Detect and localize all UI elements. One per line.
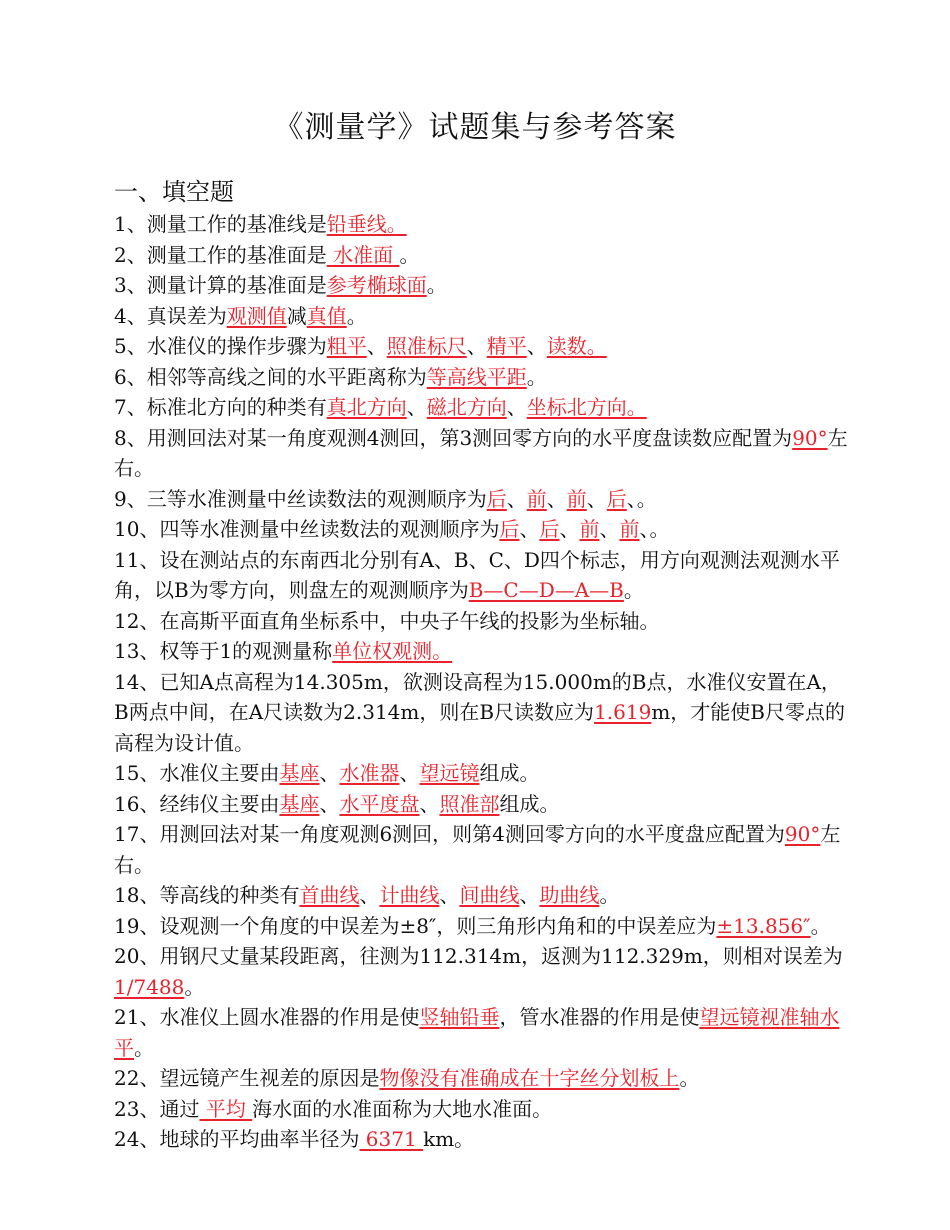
question-item: [114, 545, 854, 606]
answer-text: 首曲线: [299, 883, 360, 907]
question-text: 。: [134, 1035, 154, 1060]
question-item: [114, 423, 854, 484]
answer-text: 读数。: [546, 334, 607, 358]
question-text: 。: [399, 242, 420, 267]
answer-text: 物像没有准确成在十字丝分划板上: [379, 1066, 680, 1090]
question-text: 1、测量工作的基准线是: [114, 212, 327, 236]
question-text: 5、水准仪的操作步骤为: [114, 334, 327, 358]
answer-text: 观测值: [226, 303, 287, 328]
answer-text: 90°: [784, 822, 821, 846]
answer-text: 助曲线: [539, 883, 600, 907]
question-text: 、: [419, 791, 440, 816]
question-text: 、: [519, 517, 540, 541]
question-text: 减: [286, 303, 307, 328]
question-text: 。: [184, 974, 205, 999]
answer-text: 真值: [306, 303, 347, 328]
question-text: 3、测量计算的基准面是: [114, 273, 327, 297]
answer-text: 6371: [359, 1127, 424, 1151]
answer-text: 真北方向: [326, 395, 407, 419]
question-text: 、: [319, 791, 340, 816]
answer-text: 1/7488: [114, 974, 185, 999]
question-text: 。: [599, 883, 620, 907]
question-item: [114, 1094, 854, 1125]
question-item: [114, 819, 854, 880]
question-text: 、: [466, 334, 487, 358]
question-text: 、: [506, 486, 527, 511]
answer-text: 后: [539, 517, 560, 541]
question-text: 、: [359, 883, 380, 907]
answer-text: 水平度盘: [339, 791, 420, 816]
question-item: [114, 270, 854, 301]
answer-text: 参考椭球面: [326, 273, 427, 297]
answer-text: 前: [526, 486, 547, 511]
question-list: [114, 209, 854, 1155]
answer-text: 后: [499, 517, 520, 541]
answer-text: 水准器: [339, 761, 400, 785]
question-text: 、: [526, 334, 547, 358]
question-text: 。: [526, 364, 547, 389]
answer-text: 1.619: [594, 700, 652, 724]
answer-text: 基座: [279, 791, 320, 816]
question-text: km。: [423, 1127, 475, 1151]
question-text: 14、已知A点高程为14.305m，欲测设高程为15.000m的B点，水准仪安置在A，B两点中间，在A尺读数为2.314m，则在B尺读数应为: [114, 669, 841, 724]
answer-text: 平均: [199, 1096, 253, 1121]
question-text: 15、水准仪主要由: [114, 761, 280, 785]
answer-text: 粗平: [326, 334, 367, 358]
question-text: 21、水准仪上圆水准器的作用是使: [114, 1005, 420, 1029]
answer-text: 前: [619, 517, 640, 541]
question-text: 9、三等水准测量中丝读数法的观测顺序为: [114, 486, 487, 511]
section-heading: 一、填空题: [114, 178, 234, 206]
question-text: 。: [810, 913, 831, 938]
question-text: 组成。: [479, 761, 540, 785]
question-text: 组成。: [499, 791, 560, 816]
document-title: 《测量学》试题集与参考答案: [273, 110, 677, 145]
question-text: 19、设观测一个角度的中误差为±8″，则三角形内角和的中误差应为: [114, 913, 717, 938]
answer-text: 精平: [486, 334, 527, 358]
answer-text: ±13.856″: [716, 913, 811, 938]
question-item: [114, 362, 854, 393]
question-item: [114, 301, 854, 332]
question-text: ，管水准器的作用是使: [499, 1005, 700, 1029]
question-text: 、: [439, 883, 460, 907]
question-text: 、: [599, 517, 620, 541]
answer-text: 铅垂线。: [326, 212, 407, 236]
question-text: 海水面的水准面称为大地水准面。: [252, 1096, 553, 1121]
answer-text: 后: [486, 486, 507, 511]
answer-text: 望远镜视准轴水平: [114, 1005, 840, 1060]
question-text: 。: [346, 303, 367, 328]
answer-text: 等高线平距: [426, 364, 527, 389]
question-text: 17、用测回法对某一角度观测6测回，则第4测回零方向的水平度盘应配置为: [114, 822, 785, 846]
question-text: 、: [546, 486, 567, 511]
answer-text: 照准部: [439, 791, 500, 816]
question-item: [114, 392, 854, 423]
question-item: [114, 880, 854, 911]
answer-text: 基座: [279, 761, 320, 785]
question-text: 、: [506, 395, 527, 419]
question-text: 。: [679, 1066, 700, 1090]
question-text: 18、等高线的种类有: [114, 883, 300, 907]
question-text: 左右。: [114, 822, 841, 877]
answer-text: 前: [579, 517, 600, 541]
answer-text: 计曲线: [379, 883, 440, 907]
question-text: 13、权等于1的观测量称: [114, 639, 333, 663]
question-text: 、。: [626, 486, 657, 511]
question-item: [114, 758, 854, 789]
question-item: [114, 667, 854, 759]
question-text: 7、标准北方向的种类有: [114, 395, 327, 419]
question-text: 16、经纬仪主要由: [114, 791, 280, 816]
answer-text: 前: [566, 486, 587, 511]
question-item: [114, 484, 854, 515]
answer-text: B—C—D—A—B: [468, 578, 624, 602]
question-text: 6、相邻等高线之间的水平距离称为: [114, 364, 427, 389]
question-text: 、: [559, 517, 580, 541]
question-text: 8、用测回法对某一角度观测4测回，第3测回零方向的水平度盘读数应配置为: [114, 425, 793, 450]
question-text: 20、用钢尺丈量某段距离，往测为112.314m，返测为112.329m，则相对误差为: [114, 944, 843, 968]
question-item: [114, 789, 854, 820]
question-item: [114, 1124, 854, 1155]
question-text: 左右。: [114, 425, 848, 480]
question-text: 、: [406, 395, 427, 419]
answer-text: 90°: [792, 425, 828, 450]
question-item: [114, 941, 854, 1002]
question-item: [114, 1063, 854, 1094]
question-item: [114, 606, 854, 637]
question-text: 10、四等水准测量中丝读数法的观测顺序为: [114, 517, 500, 541]
question-text: 、: [519, 883, 540, 907]
question-text: 。: [426, 273, 447, 297]
question-text: 22、望远镜产生视差的原因是: [114, 1066, 380, 1090]
question-text: 11、设在测站点的东南西北分别有A、B、C、D四个标志，用方向观测法观测水平角，以B为零方向，则盘左的观测顺序为: [114, 547, 840, 602]
question-text: 2、测量工作的基准面是: [114, 242, 327, 267]
answer-text: 望远镜: [419, 761, 480, 785]
question-item: [114, 331, 854, 362]
question-item: [114, 514, 854, 545]
question-text: m，才能使B尺零点的高程为设计值。: [114, 700, 845, 755]
question-text: 、: [586, 486, 607, 511]
answer-text: 水准面: [326, 242, 400, 267]
question-text: 、: [366, 334, 387, 358]
question-text: 。: [623, 578, 644, 602]
answer-text: 竖轴铅垂: [419, 1005, 500, 1029]
question-text: 23、通过: [114, 1096, 200, 1121]
answer-text: 坐标北方向。: [526, 395, 647, 419]
question-text: 12、在高斯平面直角坐标系中，中央子午线的投影为坐标轴。: [114, 608, 660, 633]
question-text: 4、真误差为: [114, 303, 227, 328]
question-text: 24、地球的平均曲率半径为: [114, 1127, 360, 1151]
question-item: [114, 636, 854, 667]
question-text: 、: [399, 761, 420, 785]
question-item: [114, 911, 854, 942]
question-text: 、。: [639, 517, 670, 541]
answer-text: 单位权观测。: [332, 639, 453, 663]
answer-text: 磁北方向: [426, 395, 507, 419]
answer-text: 间曲线: [459, 883, 520, 907]
question-item: [114, 209, 854, 240]
question-item: [114, 1002, 854, 1063]
answer-text: 照准标尺: [386, 334, 467, 358]
question-text: 、: [319, 761, 340, 785]
question-item: [114, 240, 854, 271]
answer-text: 后: [606, 486, 627, 511]
